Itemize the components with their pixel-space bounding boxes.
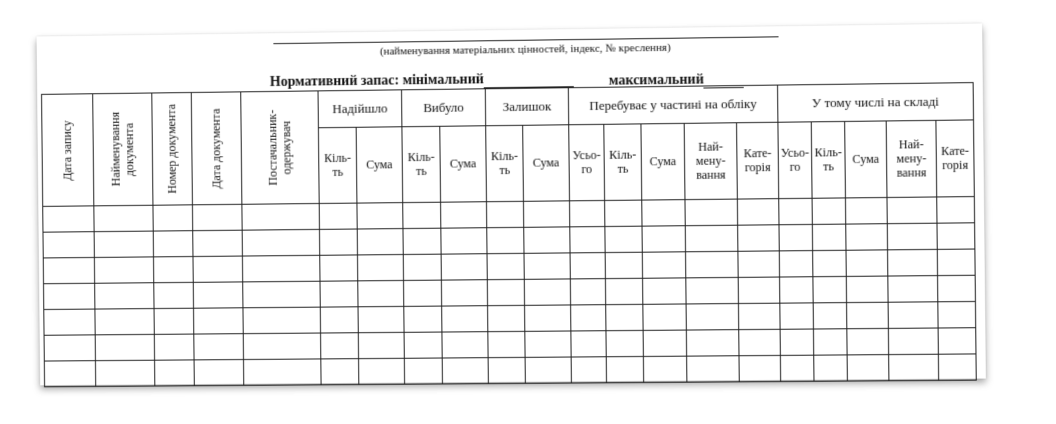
norm-min-blank — [484, 70, 574, 88]
table-cell[interactable] — [570, 200, 605, 226]
group-in-store: У тому числі на складі — [778, 83, 974, 123]
group-received: Надійшло — [318, 90, 402, 128]
table-cell[interactable] — [44, 335, 95, 361]
table-cell[interactable] — [889, 354, 939, 381]
table-cell[interactable] — [812, 198, 846, 224]
table-cell[interactable] — [779, 224, 813, 250]
table-cell[interactable] — [242, 229, 320, 256]
table-cell[interactable] — [43, 206, 94, 232]
table-cell[interactable] — [153, 257, 193, 283]
table-cell[interactable] — [847, 302, 889, 329]
table-cell[interactable] — [571, 305, 606, 331]
table-cell[interactable] — [358, 332, 404, 358]
form-sheet — [37, 23, 986, 385]
table-cell[interactable] — [779, 198, 813, 224]
table-cell[interactable] — [357, 229, 403, 255]
table-cell[interactable] — [441, 228, 487, 254]
table-cell[interactable] — [319, 203, 357, 229]
table-cell[interactable] — [154, 334, 194, 360]
table-cell[interactable] — [193, 282, 243, 308]
table-cell[interactable] — [938, 301, 976, 328]
store-name: Най- мену- вання — [886, 121, 937, 198]
table-cell[interactable] — [441, 202, 487, 228]
table-cell[interactable] — [95, 283, 154, 309]
table-cell[interactable] — [846, 250, 888, 277]
table-cell[interactable] — [523, 201, 569, 227]
table-cell[interactable] — [94, 205, 153, 231]
table-cell[interactable] — [738, 303, 780, 329]
table-cell[interactable] — [606, 330, 643, 356]
part-qty: Кіль- ть — [604, 124, 642, 200]
table-cell[interactable] — [95, 334, 154, 360]
table-cell[interactable] — [938, 354, 976, 380]
stock-ledger-table — [41, 82, 977, 387]
table-cell[interactable] — [643, 278, 687, 304]
table-cell[interactable] — [153, 231, 193, 257]
table-cell[interactable] — [193, 230, 243, 256]
table-cell[interactable] — [404, 332, 442, 358]
part-sum: Сума — [641, 124, 685, 200]
table-cell[interactable] — [358, 280, 404, 306]
table-cell[interactable] — [643, 356, 687, 382]
table-cell[interactable] — [153, 205, 193, 231]
table-cell[interactable] — [814, 355, 848, 381]
table-cell[interactable] — [43, 232, 94, 258]
table-cell[interactable] — [738, 277, 780, 303]
table-cell[interactable] — [319, 229, 357, 255]
table-cell[interactable] — [605, 200, 642, 226]
table-cell[interactable] — [888, 328, 938, 355]
table-cell[interactable] — [524, 227, 570, 253]
norm-min-text: Нормативний запас: мінімальний — [269, 72, 484, 91]
norm-max-text: максимальний — [608, 72, 704, 89]
table-cell[interactable] — [43, 257, 94, 283]
group-issued: Вибуло — [402, 89, 486, 127]
received-sum: Сума — [356, 127, 403, 203]
table-cell[interactable] — [642, 226, 686, 253]
table-cell[interactable] — [571, 357, 606, 383]
table-cell[interactable] — [606, 304, 643, 330]
table-cell[interactable] — [321, 333, 359, 359]
table-cell[interactable] — [780, 355, 814, 381]
table-cell[interactable] — [155, 360, 195, 386]
table-cell[interactable] — [605, 252, 642, 278]
table-cell[interactable] — [44, 309, 95, 335]
table-cell[interactable] — [888, 302, 938, 329]
table-cell[interactable] — [686, 330, 739, 357]
table-cell[interactable] — [570, 227, 605, 253]
issued-qty: Кіль- ть — [402, 127, 441, 203]
table-cell[interactable] — [570, 253, 605, 279]
table-cell[interactable] — [606, 356, 643, 382]
table-cell[interactable] — [780, 277, 814, 303]
table-cell[interactable] — [687, 356, 740, 382]
table-cell[interactable] — [488, 357, 525, 383]
table-cell[interactable] — [846, 224, 888, 251]
table-cell[interactable] — [487, 227, 524, 253]
table-cell[interactable] — [524, 253, 570, 279]
table-cell[interactable] — [192, 204, 242, 230]
table-cell[interactable] — [887, 197, 937, 224]
table-cell[interactable] — [739, 355, 781, 381]
table-cell[interactable] — [486, 201, 523, 227]
table-cell[interactable] — [846, 276, 888, 303]
table-cell[interactable] — [739, 329, 781, 355]
col-supplier-recipient: Постачальник-одержувач — [241, 91, 319, 204]
table-cell[interactable] — [44, 361, 95, 387]
table-cell[interactable] — [94, 257, 153, 283]
table-cell[interactable] — [95, 360, 154, 386]
table-cell[interactable] — [605, 278, 642, 304]
table-cell[interactable] — [357, 254, 403, 280]
table-cell[interactable] — [441, 280, 487, 306]
table-body — [43, 197, 977, 387]
table-cell[interactable] — [847, 355, 889, 381]
table-cell[interactable] — [570, 279, 605, 305]
part-category: Кате- горія — [737, 123, 779, 199]
table-cell[interactable] — [813, 276, 847, 302]
table-cell[interactable] — [847, 328, 889, 355]
table-cell[interactable] — [320, 307, 358, 333]
table-cell[interactable] — [403, 254, 441, 280]
group-in-part: Перебуває у частині на обліку — [568, 85, 778, 125]
table-cell[interactable] — [357, 203, 403, 229]
table-cell[interactable] — [243, 333, 321, 359]
store-sum: Сума — [845, 121, 887, 198]
table-cell[interactable] — [686, 277, 739, 304]
issued-sum: Сума — [440, 126, 487, 202]
table-cell[interactable] — [937, 223, 975, 250]
part-total: Усьо- го — [569, 125, 605, 201]
table-cell[interactable] — [403, 228, 441, 254]
table-cell[interactable] — [737, 199, 779, 226]
table-cell[interactable] — [738, 251, 780, 278]
table-cell[interactable] — [404, 358, 442, 384]
table-cell[interactable] — [571, 331, 606, 357]
col-document-date: Дата документа — [191, 92, 242, 205]
table-cell[interactable] — [242, 203, 320, 230]
table-cell[interactable] — [643, 330, 687, 356]
table-cell[interactable] — [154, 308, 194, 334]
table-cell[interactable] — [488, 331, 525, 357]
table-cell[interactable] — [780, 329, 814, 355]
table-cell[interactable] — [525, 305, 571, 331]
table-cell[interactable] — [888, 249, 938, 276]
table-cell[interactable] — [686, 251, 739, 278]
table-cell[interactable] — [685, 225, 738, 252]
table-cell[interactable] — [487, 253, 524, 279]
table-cell[interactable] — [686, 304, 739, 331]
store-qty: Кіль- ть — [811, 122, 845, 198]
table-cell[interactable] — [888, 276, 938, 303]
table-cell[interactable] — [442, 306, 488, 332]
table-cell[interactable] — [194, 360, 244, 386]
item-name-caption: (найменування матеріальних цінностей, індекс, № креслення) — [379, 41, 671, 58]
table-cell[interactable] — [779, 251, 813, 277]
table-cell[interactable] — [887, 223, 937, 250]
table-cell[interactable] — [642, 252, 686, 278]
table-cell[interactable] — [442, 358, 488, 384]
part-name: Най- мену- вання — [684, 123, 737, 200]
group-balance: Залишок — [485, 88, 568, 126]
table-cell[interactable] — [94, 231, 153, 257]
table-cell[interactable] — [358, 306, 404, 332]
balance-sum: Сума — [523, 125, 570, 201]
table-cell[interactable] — [937, 249, 975, 276]
table-cell[interactable] — [404, 280, 442, 306]
table-cell[interactable] — [938, 275, 976, 302]
table-cell[interactable] — [488, 305, 525, 331]
table-cell[interactable] — [320, 255, 358, 281]
balance-qty: Кіль- ть — [486, 126, 524, 202]
col-document-number: Номер документа — [152, 92, 193, 205]
table-cell[interactable] — [321, 359, 359, 385]
table-cell[interactable] — [812, 224, 846, 250]
table-cell[interactable] — [403, 202, 441, 228]
table-cell[interactable] — [441, 254, 487, 280]
store-total: Усьо- го — [778, 122, 812, 198]
table-cell[interactable] — [845, 197, 887, 224]
table-cell[interactable] — [813, 303, 847, 329]
table-cell[interactable] — [320, 281, 358, 307]
table-cell[interactable] — [44, 283, 95, 309]
table-cell[interactable] — [813, 329, 847, 355]
col-record-date: Дата запису — [42, 94, 94, 207]
received-qty: Кіль- ть — [318, 128, 357, 204]
table-cell[interactable] — [813, 250, 847, 276]
table-cell[interactable] — [780, 303, 814, 329]
table-cell[interactable] — [938, 328, 976, 355]
table-cell[interactable] — [95, 309, 154, 335]
table-cell[interactable] — [937, 197, 975, 224]
table-cell[interactable] — [442, 332, 488, 358]
table-cell[interactable] — [359, 358, 405, 384]
table-cell[interactable] — [243, 307, 321, 334]
table-cell[interactable] — [243, 359, 321, 385]
table-cell[interactable] — [242, 255, 320, 282]
table-cell[interactable] — [525, 331, 571, 357]
table-cell[interactable] — [154, 282, 194, 308]
table-cell[interactable] — [525, 357, 571, 383]
col-document-name: Найменування документа — [93, 93, 153, 206]
table-cell[interactable] — [642, 200, 686, 227]
table-cell[interactable] — [487, 279, 524, 305]
table-cell[interactable] — [605, 226, 642, 252]
table-cell[interactable] — [685, 199, 738, 226]
store-category: Кате- горія — [936, 120, 974, 197]
table-cell[interactable] — [524, 279, 570, 305]
table-cell[interactable] — [243, 281, 321, 308]
table-cell[interactable] — [193, 256, 243, 282]
table-cell[interactable] — [194, 308, 244, 334]
table-cell[interactable] — [404, 306, 442, 332]
table-cell[interactable] — [194, 334, 244, 360]
table-cell[interactable] — [738, 225, 780, 252]
table-cell[interactable] — [643, 304, 687, 330]
